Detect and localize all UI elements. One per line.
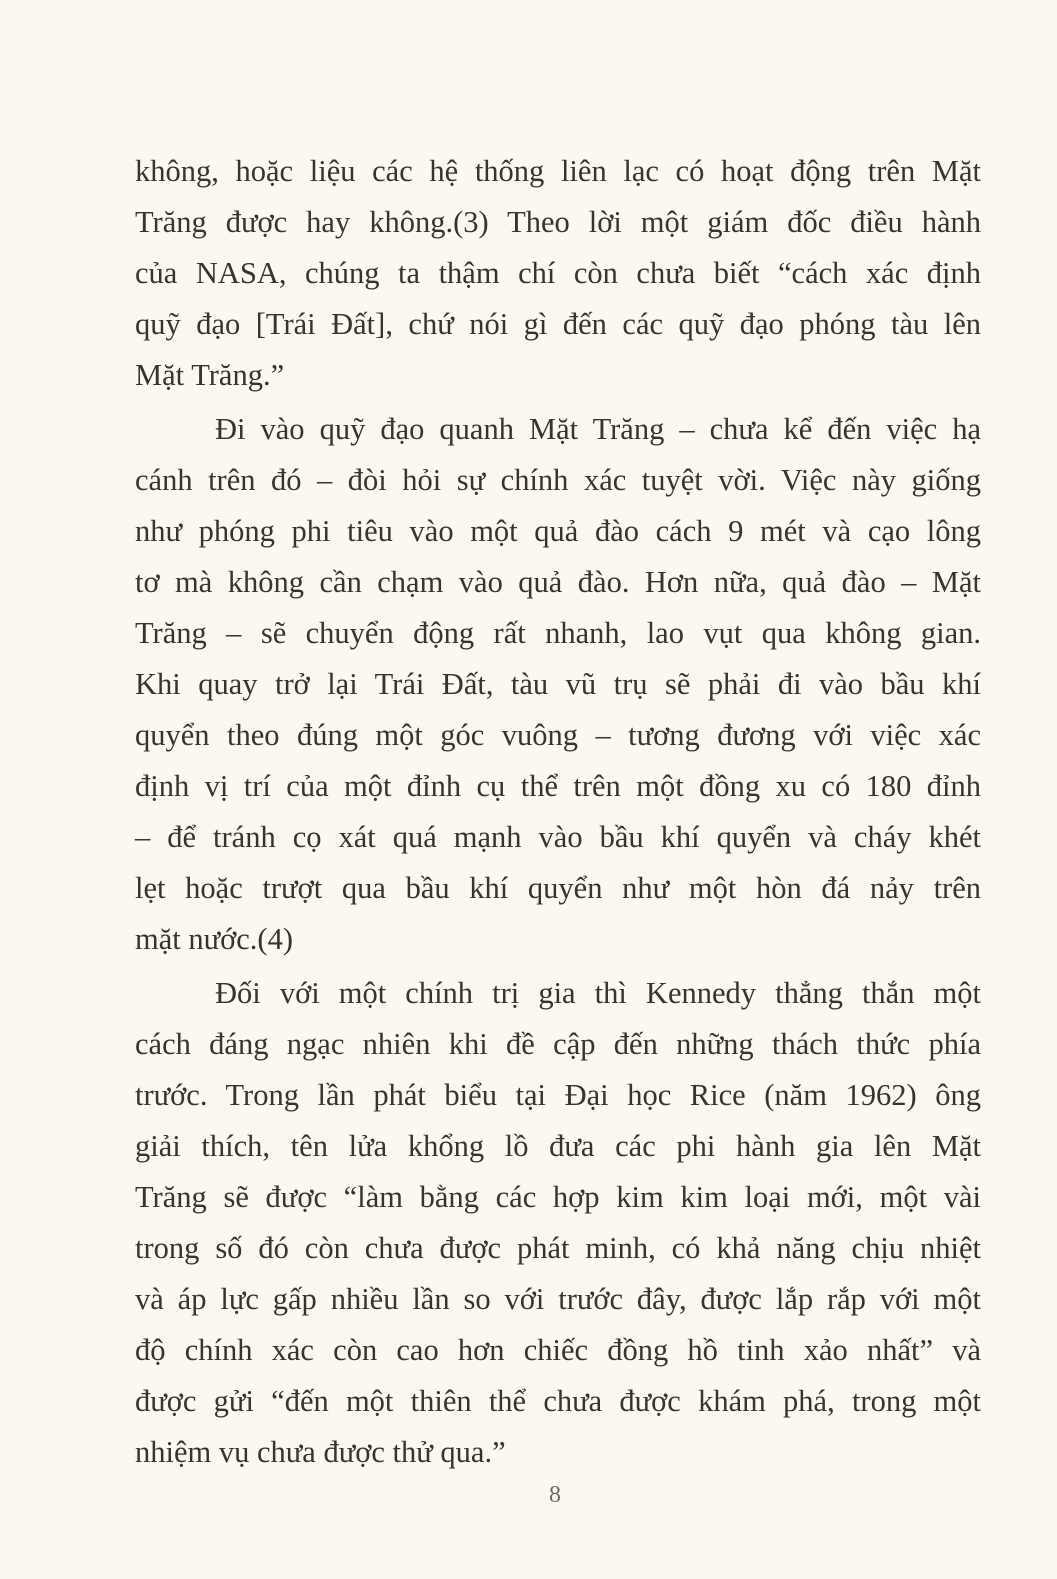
- text-line: quyển theo đúng một góc vuông – tương đương với việc xác: [135, 718, 981, 752]
- text-line: như phóng phi tiêu vào một quả đào cách 9 mét và cạo lông: [135, 514, 981, 548]
- text-line: cách đáng ngạc nhiên khi đề cập đến những thách thức phía: [135, 1027, 981, 1061]
- paragraph: [135, 146, 981, 401]
- text-line: Trăng – sẽ chuyển động rất nhanh, lao vụt qua không gian.: [135, 616, 981, 650]
- text-line: định vị trí của một đỉnh cụ thể trên một đồng xu có 180 đỉnh: [135, 769, 981, 803]
- text-line: không, hoặc liệu các hệ thống liên lạc có hoạt động trên Mặt: [135, 154, 981, 188]
- text-line: giải thích, tên lửa khổng lồ đưa các phi hành gia lên Mặt: [135, 1129, 981, 1163]
- page-number: 8: [549, 1482, 561, 1508]
- text-line: – để tránh cọ xát quá mạnh vào bầu khí quyển và cháy khét: [135, 820, 981, 854]
- text-line: Trăng sẽ được “làm bằng các hợp kim kim loại mới, một vài: [135, 1180, 981, 1214]
- text-line: tơ mà không cần chạm vào quả đào. Hơn nữa, quả đào – Mặt: [135, 565, 981, 599]
- text-line: lẹt hoặc trượt qua bầu khí quyển như một hòn đá nảy trên: [135, 871, 981, 905]
- text-line: Trăng được hay không.(3) Theo lời một giám đốc điều hành: [135, 205, 981, 239]
- text-line: được gửi “đến một thiên thể chưa được khám phá, trong một: [135, 1384, 981, 1418]
- text-line: mặt nước.(4): [135, 922, 293, 956]
- text-line: của NASA, chúng ta thậm chí còn chưa biết “cách xác định: [135, 256, 981, 290]
- page-body: [135, 146, 981, 1478]
- text-line: nhiệm vụ chưa được thử qua.”: [135, 1435, 506, 1469]
- paragraph: [135, 404, 981, 965]
- text-line: độ chính xác còn cao hơn chiếc đồng hồ tinh xảo nhất” và: [135, 1333, 981, 1367]
- text-line: quỹ đạo [Trái Đất], chứ nói gì đến các quỹ đạo phóng tàu lên: [135, 307, 981, 341]
- text-line: và áp lực gấp nhiều lần so với trước đây, được lắp rắp với một: [135, 1282, 981, 1316]
- text-line: cánh trên đó – đòi hỏi sự chính xác tuyệt vời. Việc này giống: [135, 463, 981, 497]
- paragraph: [135, 968, 981, 1478]
- text-line: trong số đó còn chưa được phát minh, có khả năng chịu nhiệt: [135, 1231, 981, 1265]
- text-line: Đối với một chính trị gia thì Kennedy thẳng thắn một: [215, 976, 981, 1010]
- text-line: Đi vào quỹ đạo quanh Mặt Trăng – chưa kể đến việc hạ: [215, 412, 981, 446]
- text-line: Mặt Trăng.”: [135, 358, 285, 392]
- text-line: trước. Trong lần phát biểu tại Đại học Rice (năm 1962) ông: [135, 1078, 981, 1112]
- text-line: Khi quay trở lại Trái Đất, tàu vũ trụ sẽ phải đi vào bầu khí: [135, 667, 981, 701]
